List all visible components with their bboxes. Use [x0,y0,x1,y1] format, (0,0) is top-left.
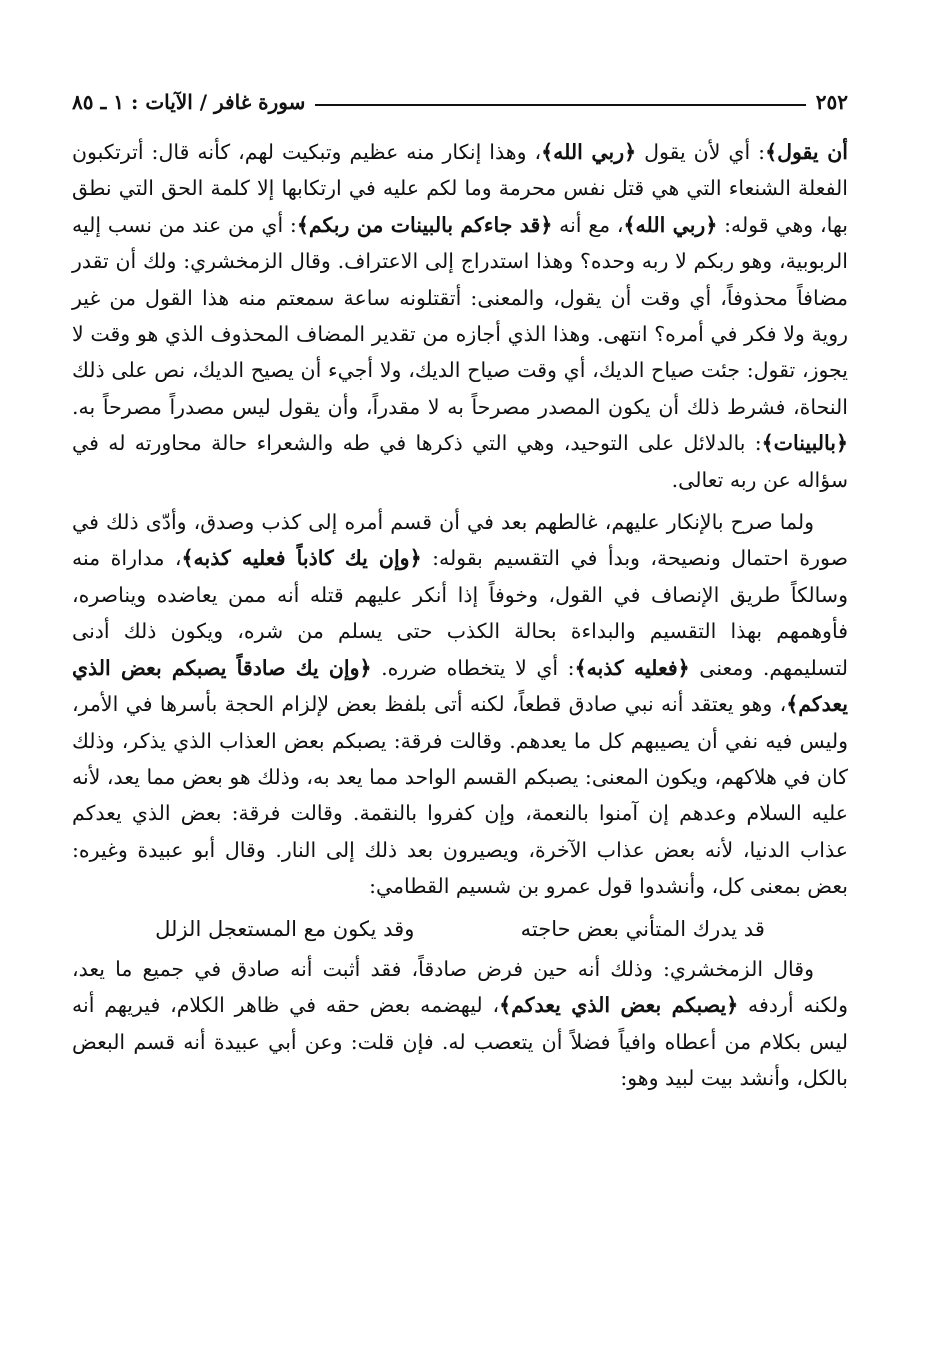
header-rule [315,104,805,106]
quran-quote: أن يقول﴾ [765,140,848,164]
quran-quote: ﴿فعليه كذبه﴾ [574,655,690,680]
paragraph-1 [72,134,848,498]
text-run: وقال الزمخشري: وذلك أنه حين فرض صادقاً، فقد أثبت أنه صادق في جميع ما يعد، ولكنه أردفه [72,956,848,1018]
text-run: : أي لا يتخطاه ضرره. [371,655,575,680]
paragraph-2 [72,504,848,904]
text-run: ، مداراة منه وسالكاً طريق الإنصاف في القول، وخوفاً إذا أنكر عليهم قتله أنه ممن يعاضده ويناصره، فأوهمهم بهذا التقسيم والبداءة بحالة الكذب حتى يسلم من شره، ويكون ذلك أدنى لتسليمهم. ومعنى [72,546,849,680]
quran-quote: ﴿قد جاءكم بالبينات من ربكم﴾ [296,212,553,237]
text-run: ولما صرح بالإنكار عليهم، غالطهم بعد في أن قسم أمره إلى كذب وصدق، وأدّى ذلك في صورة احتمال ونصيحة، وبدأ في التقسيم بقوله: [72,510,848,571]
poem-hemistich-1: قد يدرك المتأني بعض حاجته [520,916,765,941]
surah-title: سورة غافر / الآيات : ١ ـ ٨٥ [72,90,306,114]
text-run: : أي لأن يقول [636,140,766,164]
page-number: ٢٥٢ [815,90,848,114]
quran-quote: ﴿وإن يك كاذباً فعليه كذبه﴾ [181,546,422,571]
quran-quote: ﴿بالبينات﴾ [761,431,848,456]
poem-verse [72,911,848,947]
quran-quote: ﴿يصبكم بعض الذي يعدكم﴾ [499,993,739,1018]
text-run: : بالدلائل على التوحيد، وهي التي ذكرها في طه والشعراء حالة محاورته له في سؤاله عن ربه تعالى. [72,431,848,492]
poem-hemistich-2: وقد يكون مع المستعجل الزلل [155,916,415,941]
text-run: : أي من عند من نسب إليه الربوبية، وهو ربكم لا ربه وحده؟ وهذا استدراج إلى الاعتراف. وقال الزمخشري: ولك أن تقدر مضافاً محذوفاً، أي وقت أن يقول، والمعنى: أتقتلونه ساعة سمعتم منه هذا القول من غير روية ولا فكر في أمره؟ انتهى. وهذا الذي أجازه من تقدير المضاف المحذوف الذي هو وقت لا يجوز، تقول: جئت صياح الديك، أي وقت صياح الديك، ولا أجيء أن يصيح الديك، نص على ذلك النحاة، فشرط ذلك أن يكون المصدر مصرحاً به لا مقدراً، وأن يقول ليس مصدراً مصرحاً به. [72,212,848,419]
text-run: ، وهو يعتقد أنه نبي صادق قطعاً، لكنه أتى بلفظ بعض لإلزام الحجة بأسرها في الأمر، وليس فيه نفي أن يصيبهم كل ما يعدهم. وقالت فرقة: يصبكم بعض العذاب الذي يذكر، وذلك كان في هلاكهم، ويكون المعنى: يصبكم القسم الواحد مما يعد به، وذلك هو بعض مما يعد، لأنه عليه السلام وعدهم إن آمنوا بالنعمة، وإن كفروا بالنقمة. وقالت فرقة: بعض الذي يعدكم عذاب الدنيا، لأنه بعض عذاب الآخرة، ويصيرون بعد ذلك إلى النار. وقال أبو عبيدة وغيره: بعض بمعنى كل، وأنشدوا قول عمرو بن شسيم القطامي: [72,692,848,899]
book-page [72,84,848,1284]
text-run: ، مع أنه [552,212,624,237]
quran-quote: ﴿وإن يك صادقاً يصبكم بعض الذي يعدكم﴾ [72,655,848,717]
text-run: ، وهذا إنكار منه عظيم وتبكيت لهم، كأنه قال: أترتكبون الفعلة الشنعاء التي هي قتل نفس محرمة وما لكم عليه في ارتكابها إلا كلمة الحق التي نطق بها، وهي قوله: [72,140,848,237]
running-header [72,84,848,120]
closing-text [72,951,848,1097]
paragraph-3 [72,951,848,1097]
text-run: ، ليهضمه بعض حقه في ظاهر الكلام، فيريهم أنه ليس بكلام من أعطاه وافياً فضلاً أن يتعصب له. فإن قلت: وعن أبي عبيدة أنه قسم البعض بالكل، وأنشد بيت لبيد وهو: [72,993,848,1091]
quran-quote: ﴿ربي الله﴾ [623,212,718,237]
body-text [72,134,848,905]
quran-quote: ﴿ربي الله﴾ [541,140,637,164]
